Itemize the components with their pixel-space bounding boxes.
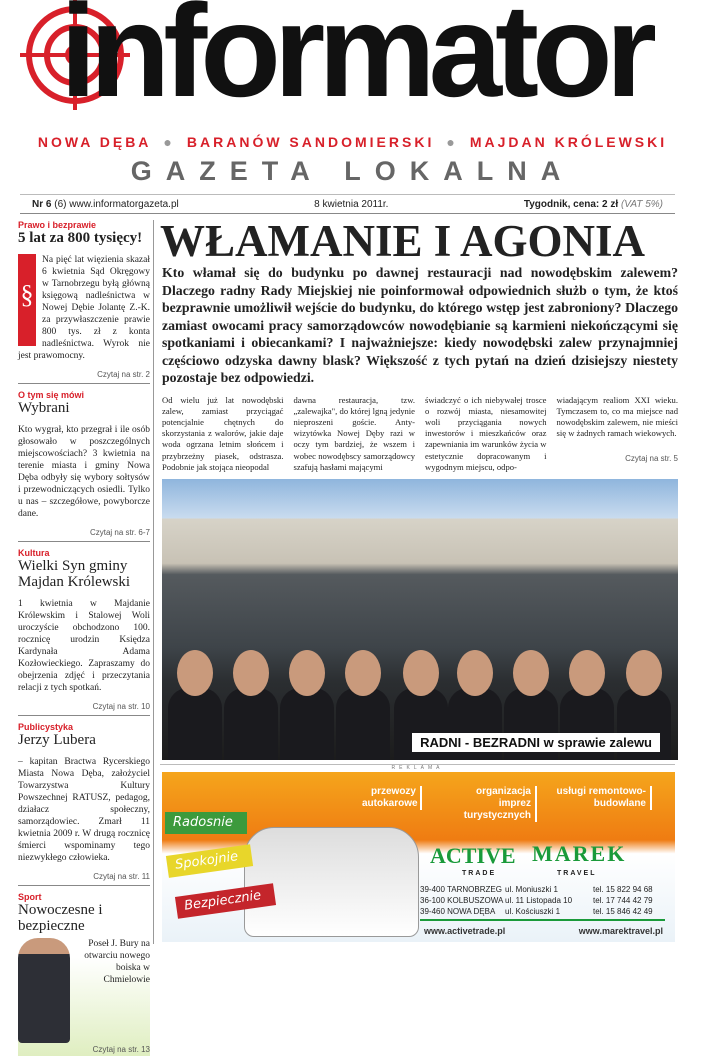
photo-caption: RADNI - BEZRADNI w sprawie zalewu xyxy=(412,733,660,752)
sidebar-story[interactable] xyxy=(18,548,150,716)
bus-image xyxy=(244,827,419,937)
story-title: Jerzy Lubera xyxy=(18,732,96,748)
town: NOWA DĘBA xyxy=(37,134,152,150)
story-kicker: Prawo i bezprawie xyxy=(18,220,97,230)
story-kicker: O tym się mówi xyxy=(18,390,85,400)
story-body: 1 kwietnia w Majdanie Królewskim i Stalowej Woli uroczyście obchodzono 100. rocznicę urodzin Księdza Kardynała Adama Kozłowieckiego. Zapraszamy do obejrzenia zdjęć i przeczytania relacji z tych spotkań. xyxy=(18,599,150,693)
ad-service: usługi remontowo-budowlane xyxy=(552,786,652,810)
ad-label: REKLAMA xyxy=(160,764,675,771)
article-column: świadczyć o ich niebywałej trosce o rozwój miasta, niesamowitej woli przyciągania nowych inwestorów i mieszkańców oraz zapewniania im warunków życia w estetycznie dopracowanym i wygodnym miejscu, odpo- xyxy=(425,394,547,472)
ad-url-marektravel[interactable]: www.marektravel.pl xyxy=(578,926,663,936)
read-more-link[interactable]: Czytaj na str. 10 xyxy=(92,702,150,711)
active-trade-sub: TRADE xyxy=(462,870,497,877)
story-title: Wielki Syn gminy Majdan Królewski xyxy=(18,558,131,590)
address-row: 36-100 KOLBUSZOWA ul. 11 Listopada 10 tel. 17 744 42 79 xyxy=(420,896,653,905)
read-more-link[interactable]: Czytaj na str. 5 xyxy=(625,454,678,464)
sign-spokojnie: Spokojnie xyxy=(166,844,254,878)
sidebar-story[interactable] xyxy=(18,892,150,1056)
towns-line: NOWA DĘBA ● BARANÓW SANDOMIERSKI ● MAJDAN KRÓLEWSKI xyxy=(37,134,668,150)
ad-service: przewozy autokarowe xyxy=(362,786,422,810)
article-column: Od wielu już lat nowodębski zalew, zamiast przyciągać potencjalnie chętnych do skorzystania z walorów, jakie daje woda ogrzana letnim słońcem i przybrzeżny piasek, odstrasza. Podobnie jak stojąca nieopodal xyxy=(162,394,284,472)
story-kicker: Sport xyxy=(18,892,42,902)
story-title: 5 lat za 800 tysięcy! xyxy=(18,230,143,246)
story-body: Na pięć lat więzienia skazał 6 kwietnia Sąd Okręgowy w Tarnobrzegu byłą główną księgową nadleśnictwa w Nowej Dębie Jolantę Z.-K. za przywłaszczenie prawie 800 tys. zł z konta nadleśnictwa. Wyrok nie jest prawomocny. xyxy=(18,255,150,361)
address-list xyxy=(420,884,665,921)
story-kicker: Kultura xyxy=(18,548,50,558)
ad-url-activetrade[interactable]: www.activetrade.pl xyxy=(424,926,506,936)
sidebar-story[interactable] xyxy=(18,220,150,384)
masthead-subtitle: GAZETA LOKALNA xyxy=(130,156,575,186)
price: Tygodnik, cena: 2 zł (VAT 5%) xyxy=(523,198,663,210)
main-lead: Kto włamał się do budynku po dawnej restauracji nad nowodębskim zalewem? Dlaczego radny Rady Miejskiej nie poinformował odpowiednich służb o tym, że ktoś bezprawnie umożliwił wejście do budynku, do którego wstęp jest zabroniony? Dlaczego zamiast owocami pracy samorządowców nowodębianie są karmieni niekończącymi się spotkaniami i obiecankami? I najważniejsze: kiedy nowodębski zalew przynajmniej częściowo odzyska dawny blask? Większość z tych pytań na dzień dzisiejszy niestety pozostaje bez odpowiedzi. xyxy=(162,265,678,385)
issue-info: Nr 6 (6) www.informatorgazeta.pl xyxy=(32,198,179,210)
read-more-link[interactable]: Czytaj na str. 11 xyxy=(93,872,150,881)
marek-travel-sub: TRAVEL xyxy=(557,870,597,877)
article-column: wiadającym realiom XXI wieku. Tymczasem to, co ma miejsce nad nowodębskim zalewem, nie mieści się w żadnych ramach wiekowych. Czytaj na str. 5 xyxy=(556,394,678,464)
masthead-title: informator xyxy=(60,0,650,124)
advertisement[interactable] xyxy=(162,772,675,942)
read-more-link[interactable]: Czytaj na str. 2 xyxy=(97,370,150,379)
column-divider xyxy=(153,220,154,944)
article-column: dawna restauracja, tzw. „zalewajka", do której lgną jedynie nieproszeni goście. Anty-wizytówka Nowej Dęby razi w oczy tym bardziej, że wszem i wobec nowodębscy samorządowcy szafują hasłami mającymi xyxy=(293,394,415,472)
story-body: – kapitan Bractwa Rycerskiego Miasta Nowa Dęba, założyciel Towarzystwa Kultury Powszechnej RATUSZ, pedagog, działacz społeczny, samorządowiec. Zmarł 11 kwietnia 2009 r. W drugą rocznicę śmierci wspominamy tego niezwykłego człowieka. xyxy=(18,757,150,863)
ad-service: organizacja imprez turystycznych xyxy=(452,786,537,822)
town: MAJDAN KRÓLEWSKI xyxy=(469,134,668,150)
info-bar xyxy=(20,194,675,214)
sign-bezpiecznie: Bezpiecznie xyxy=(175,883,277,919)
marek-travel-logo: MAREK xyxy=(532,841,627,866)
story-title: Wybrani xyxy=(18,400,70,416)
politician-photo xyxy=(18,938,70,1043)
story-title: Nowoczesne i bezpieczne xyxy=(18,902,103,934)
read-more-link[interactable]: Czytaj na str. 6-7 xyxy=(89,528,150,537)
main-photo xyxy=(162,479,678,760)
sidebar-story[interactable] xyxy=(18,722,150,886)
town: BARANÓW SANDOMIERSKI xyxy=(186,134,435,150)
main-headline[interactable]: WŁAMANIE I AGONIA xyxy=(160,216,646,266)
masthead-logo xyxy=(20,0,680,128)
site-url[interactable]: www.informatorgazeta.pl xyxy=(69,198,179,210)
issue-date: 8 kwietnia 2011r. xyxy=(314,198,389,210)
story-kicker: Publicystyka xyxy=(18,722,74,732)
address-row: 39-460 NOWA DĘBA ul. Kościuszki 1 tel. 15 846 42 49 xyxy=(420,907,653,916)
address-row: 39-400 TARNOBRZEG ul. Moniuszki 1 tel. 15 822 94 68 xyxy=(420,885,653,894)
read-more-link[interactable]: Czytaj na str. 13 xyxy=(92,1045,150,1054)
story-body: Kto wygrał, kto przegrał i ile osób głosowało w poszczególnych miejscowościach? 3 kwietnia na terenie miasta i gminy Nowa Dęba odbyły się wybory sołtysów i przewodniczących osiedli. Tylko u nas – szczegółowe, powyborcze dane. xyxy=(18,425,150,519)
paragraph-icon: § xyxy=(18,254,36,346)
main-article xyxy=(162,218,678,760)
article-columns xyxy=(162,395,678,473)
sign-radosnie: Radosnie xyxy=(165,812,247,834)
story-body: Poseł J. Bury na otwarciu nowego boiska w Chmielowie xyxy=(84,939,150,985)
sidebar-story[interactable] xyxy=(18,390,150,542)
active-trade-logo: ACTIVE xyxy=(430,843,516,868)
sidebar xyxy=(18,220,150,1056)
